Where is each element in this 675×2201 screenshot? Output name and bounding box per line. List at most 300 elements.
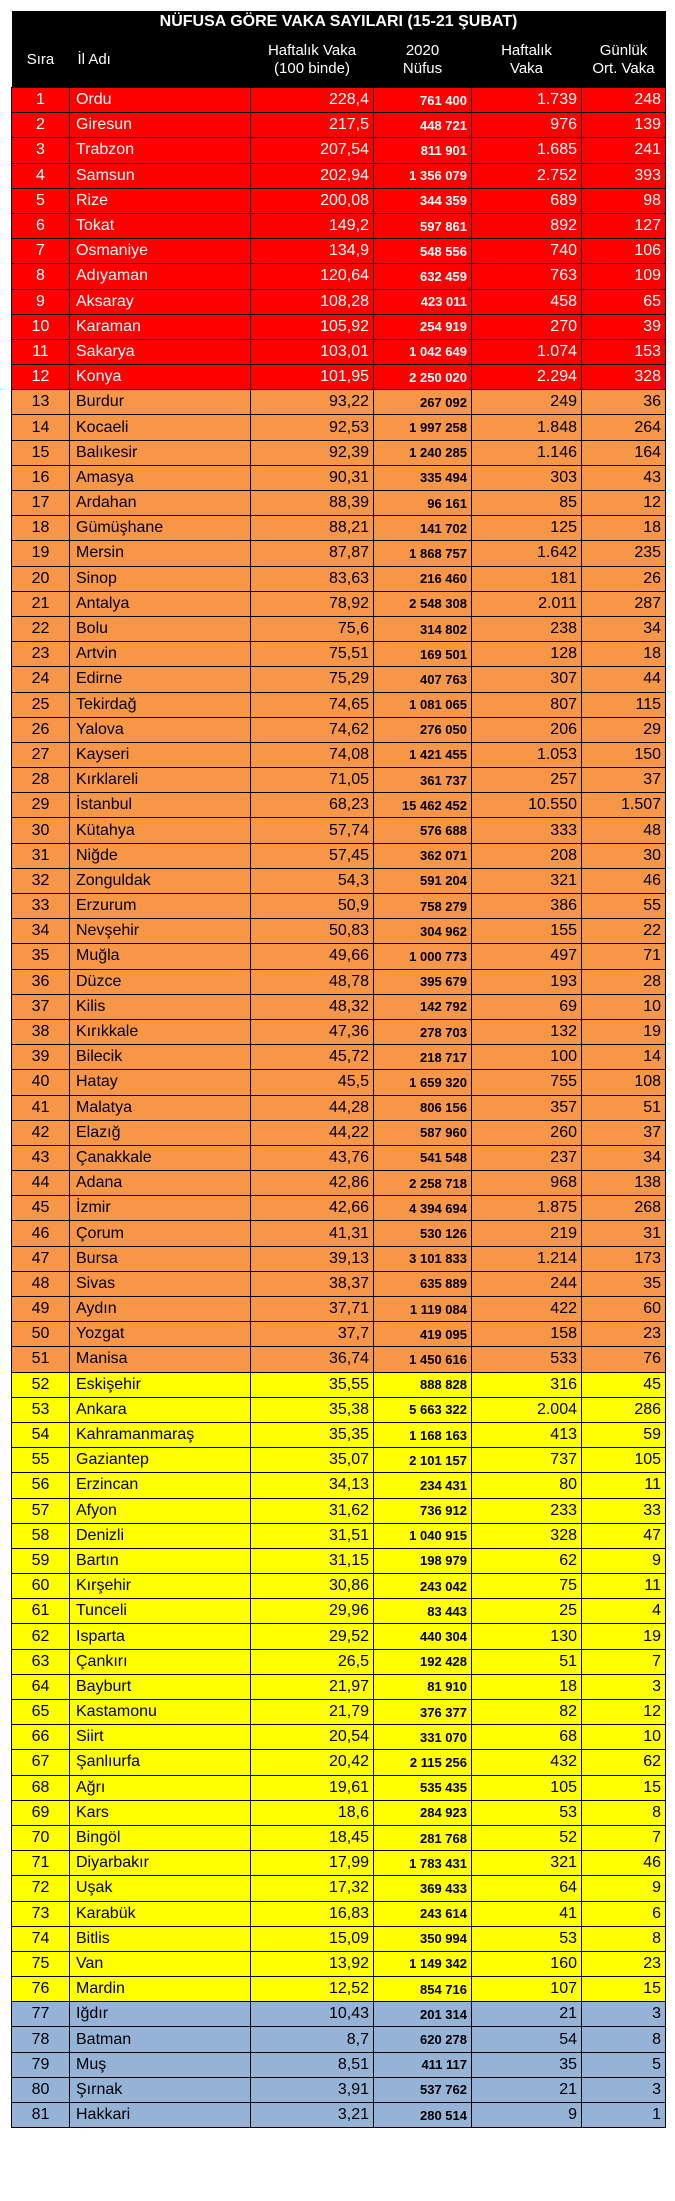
- table-row: [12, 793, 666, 818]
- table-row: [12, 1120, 666, 1145]
- table-row: [12, 894, 666, 919]
- cell-nufus: 440 304: [374, 1624, 472, 1649]
- header-gunluk-ort-vaka: [582, 33, 666, 88]
- table-row: [12, 415, 666, 440]
- cell-gunluk-ort-vaka: 12: [582, 491, 666, 516]
- cell-haftalik-vaka: 132: [472, 1019, 582, 1044]
- cell-il-adi: Diyarbakır: [70, 1851, 251, 1876]
- table-row: [12, 1372, 666, 1397]
- cell-il-adi: Aydın: [70, 1297, 251, 1322]
- cell-sira: 20: [12, 566, 70, 591]
- table-row: [12, 1800, 666, 1825]
- cell-nufus: 281 768: [374, 1825, 472, 1850]
- cell-sira: 14: [12, 415, 70, 440]
- cell-sira: 34: [12, 919, 70, 944]
- cell-gunluk-ort-vaka: 8: [582, 2027, 666, 2052]
- cell-il-adi: Çankırı: [70, 1649, 251, 1674]
- cell-haftalik-100binde: 35,35: [251, 1422, 374, 1447]
- cell-il-adi: Uşak: [70, 1876, 251, 1901]
- cell-nufus: 548 556: [374, 239, 472, 264]
- cell-il-adi: Siirt: [70, 1725, 251, 1750]
- cell-nufus: 537 762: [374, 2077, 472, 2102]
- cell-nufus: 411 117: [374, 2052, 472, 2077]
- cell-nufus: 331 070: [374, 1725, 472, 1750]
- table-row: [12, 1221, 666, 1246]
- cell-haftalik-100binde: 35,55: [251, 1372, 374, 1397]
- cell-il-adi: Kahramanmaraş: [70, 1422, 251, 1447]
- cell-gunluk-ort-vaka: 11: [582, 1574, 666, 1599]
- cell-il-adi: Van: [70, 1951, 251, 1976]
- cell-haftalik-100binde: 17,32: [251, 1876, 374, 1901]
- cell-nufus: 335 494: [374, 465, 472, 490]
- table-row: [12, 1422, 666, 1447]
- cell-gunluk-ort-vaka: 71: [582, 944, 666, 969]
- cell-nufus: 591 204: [374, 868, 472, 893]
- cell-il-adi: Ağrı: [70, 1775, 251, 1800]
- cell-haftalik-100binde: 16,83: [251, 1901, 374, 1926]
- cell-il-adi: Muğla: [70, 944, 251, 969]
- cell-haftalik-vaka: 1.848: [472, 415, 582, 440]
- cell-nufus: 350 994: [374, 1926, 472, 1951]
- cell-haftalik-100binde: 8,7: [251, 2027, 374, 2052]
- cell-sira: 58: [12, 1523, 70, 1548]
- cell-gunluk-ort-vaka: 19: [582, 1019, 666, 1044]
- cell-haftalik-100binde: 3,21: [251, 2103, 374, 2128]
- cell-haftalik-100binde: 74,62: [251, 717, 374, 742]
- table-row: [12, 1825, 666, 1850]
- cell-il-adi: Muş: [70, 2052, 251, 2077]
- cell-nufus: 254 919: [374, 314, 472, 339]
- cell-sira: 54: [12, 1422, 70, 1447]
- table-row: [12, 843, 666, 868]
- cell-gunluk-ort-vaka: 7: [582, 1825, 666, 1850]
- table-row: [12, 1624, 666, 1649]
- cell-gunluk-ort-vaka: 106: [582, 239, 666, 264]
- cell-sira: 22: [12, 616, 70, 641]
- table-row: [12, 264, 666, 289]
- cell-nufus: 2 250 020: [374, 365, 472, 390]
- cell-sira: 26: [12, 717, 70, 742]
- cell-haftalik-vaka: 1.214: [472, 1246, 582, 1271]
- table-row: [12, 289, 666, 314]
- cell-gunluk-ort-vaka: 55: [582, 894, 666, 919]
- table-row: [12, 390, 666, 415]
- cell-gunluk-ort-vaka: 1.507: [582, 793, 666, 818]
- cell-nufus: 369 433: [374, 1876, 472, 1901]
- table-row: [12, 1548, 666, 1573]
- cell-haftalik-vaka: 413: [472, 1422, 582, 1447]
- cell-haftalik-vaka: 316: [472, 1372, 582, 1397]
- cell-nufus: 1 868 757: [374, 541, 472, 566]
- table-row: [12, 239, 666, 264]
- cell-il-adi: Tunceli: [70, 1599, 251, 1624]
- table-row: [12, 742, 666, 767]
- cell-nufus: 888 828: [374, 1372, 472, 1397]
- cell-sira: 60: [12, 1574, 70, 1599]
- cell-il-adi: İstanbul: [70, 793, 251, 818]
- cell-haftalik-vaka: 80: [472, 1473, 582, 1498]
- table-row: [12, 1574, 666, 1599]
- cell-nufus: 276 050: [374, 717, 472, 742]
- cell-il-adi: Iğdır: [70, 2002, 251, 2027]
- cell-haftalik-100binde: 38,37: [251, 1271, 374, 1296]
- cell-nufus: 635 889: [374, 1271, 472, 1296]
- table-row: [12, 1019, 666, 1044]
- cell-gunluk-ort-vaka: 59: [582, 1422, 666, 1447]
- cell-il-adi: Kocaeli: [70, 415, 251, 440]
- cell-gunluk-ort-vaka: 12: [582, 1700, 666, 1725]
- cell-gunluk-ort-vaka: 127: [582, 213, 666, 238]
- cell-sira: 10: [12, 314, 70, 339]
- cell-il-adi: Şırnak: [70, 2077, 251, 2102]
- cell-haftalik-vaka: 100: [472, 1045, 582, 1070]
- cell-haftalik-100binde: 101,95: [251, 365, 374, 390]
- cell-haftalik-100binde: 44,22: [251, 1120, 374, 1145]
- cell-haftalik-100binde: 54,3: [251, 868, 374, 893]
- cell-haftalik-vaka: 737: [472, 1448, 582, 1473]
- header-sira: [12, 33, 70, 88]
- cell-il-adi: Gümüşhane: [70, 516, 251, 541]
- cell-il-adi: Hatay: [70, 1070, 251, 1095]
- cell-sira: 56: [12, 1473, 70, 1498]
- cell-haftalik-vaka: 533: [472, 1347, 582, 1372]
- table-row: [12, 314, 666, 339]
- cell-il-adi: Adana: [70, 1171, 251, 1196]
- cell-sira: 44: [12, 1171, 70, 1196]
- table-title: NÜFUSA GÖRE VAKA SAYILARI (15-21 ŞUBAT): [12, 11, 666, 33]
- cell-haftalik-vaka: 968: [472, 1171, 582, 1196]
- cell-haftalik-100binde: 36,74: [251, 1347, 374, 1372]
- cell-sira: 24: [12, 667, 70, 692]
- cell-gunluk-ort-vaka: 164: [582, 440, 666, 465]
- header-il-label: İl Adı: [77, 51, 111, 68]
- cell-gunluk-ort-vaka: 98: [582, 188, 666, 213]
- cell-haftalik-100binde: 47,36: [251, 1019, 374, 1044]
- cell-il-adi: Rize: [70, 188, 251, 213]
- cell-il-adi: Osmaniye: [70, 239, 251, 264]
- cell-haftalik-vaka: 64: [472, 1876, 582, 1901]
- cell-haftalik-100binde: 18,6: [251, 1800, 374, 1825]
- cell-il-adi: Trabzon: [70, 138, 251, 163]
- cell-haftalik-100binde: 8,51: [251, 2052, 374, 2077]
- cell-nufus: 15 462 452: [374, 793, 472, 818]
- cell-il-adi: Isparta: [70, 1624, 251, 1649]
- cell-gunluk-ort-vaka: 45: [582, 1372, 666, 1397]
- cell-sira: 31: [12, 843, 70, 868]
- cell-haftalik-100binde: 35,38: [251, 1397, 374, 1422]
- cell-haftalik-vaka: 497: [472, 944, 582, 969]
- cell-gunluk-ort-vaka: 11: [582, 1473, 666, 1498]
- cell-haftalik-100binde: 41,31: [251, 1221, 374, 1246]
- cell-gunluk-ort-vaka: 43: [582, 465, 666, 490]
- cell-gunluk-ort-vaka: 138: [582, 1171, 666, 1196]
- cell-nufus: 423 011: [374, 289, 472, 314]
- cell-il-adi: Ordu: [70, 88, 251, 113]
- cell-nufus: 2 115 256: [374, 1750, 472, 1775]
- cell-gunluk-ort-vaka: 18: [582, 642, 666, 667]
- cell-nufus: 243 614: [374, 1901, 472, 1926]
- cell-haftalik-vaka: 181: [472, 566, 582, 591]
- cell-il-adi: Çanakkale: [70, 1145, 251, 1170]
- cell-nufus: 597 861: [374, 213, 472, 238]
- table-row: [12, 818, 666, 843]
- cell-sira: 28: [12, 768, 70, 793]
- cell-haftalik-100binde: 31,62: [251, 1498, 374, 1523]
- cell-haftalik-vaka: 125: [472, 516, 582, 541]
- table-row: [12, 868, 666, 893]
- cell-nufus: 1 000 773: [374, 944, 472, 969]
- cell-il-adi: Manisa: [70, 1347, 251, 1372]
- cell-nufus: 1 421 455: [374, 742, 472, 767]
- cell-il-adi: Yozgat: [70, 1322, 251, 1347]
- cell-gunluk-ort-vaka: 393: [582, 163, 666, 188]
- cell-nufus: 4 394 694: [374, 1196, 472, 1221]
- cell-gunluk-ort-vaka: 3: [582, 2002, 666, 2027]
- table-row: [12, 1750, 666, 1775]
- cell-haftalik-vaka: 9: [472, 2103, 582, 2128]
- cell-haftalik-100binde: 87,87: [251, 541, 374, 566]
- cell-nufus: 1 040 915: [374, 1523, 472, 1548]
- cell-gunluk-ort-vaka: 287: [582, 591, 666, 616]
- cell-nufus: 1 240 285: [374, 440, 472, 465]
- cell-haftalik-100binde: 34,13: [251, 1473, 374, 1498]
- cell-sira: 79: [12, 2052, 70, 2077]
- cell-sira: 35: [12, 944, 70, 969]
- cell-sira: 42: [12, 1120, 70, 1145]
- table-row: [12, 1171, 666, 1196]
- cell-haftalik-vaka: 2.294: [472, 365, 582, 390]
- cell-nufus: 1 783 431: [374, 1851, 472, 1876]
- cell-sira: 5: [12, 188, 70, 213]
- header-vaka-line1: Haftalık: [501, 42, 552, 59]
- cell-haftalik-100binde: 134,9: [251, 239, 374, 264]
- cell-il-adi: Zonguldak: [70, 868, 251, 893]
- cell-sira: 7: [12, 239, 70, 264]
- cell-haftalik-100binde: 37,71: [251, 1297, 374, 1322]
- cell-haftalik-100binde: 92,53: [251, 415, 374, 440]
- cell-nufus: 198 979: [374, 1548, 472, 1573]
- table-row: [12, 1095, 666, 1120]
- cell-haftalik-100binde: 44,28: [251, 1095, 374, 1120]
- cell-haftalik-100binde: 45,72: [251, 1045, 374, 1070]
- table-row: [12, 465, 666, 490]
- cell-il-adi: Niğde: [70, 843, 251, 868]
- cell-nufus: 234 431: [374, 1473, 472, 1498]
- cell-gunluk-ort-vaka: 36: [582, 390, 666, 415]
- cell-sira: 19: [12, 541, 70, 566]
- cell-gunluk-ort-vaka: 241: [582, 138, 666, 163]
- cell-gunluk-ort-vaka: 22: [582, 919, 666, 944]
- cell-haftalik-vaka: 807: [472, 692, 582, 717]
- cell-gunluk-ort-vaka: 153: [582, 339, 666, 364]
- cell-gunluk-ort-vaka: 150: [582, 742, 666, 767]
- cell-sira: 57: [12, 1498, 70, 1523]
- cell-gunluk-ort-vaka: 18: [582, 516, 666, 541]
- cell-nufus: 448 721: [374, 113, 472, 138]
- cell-haftalik-vaka: 976: [472, 113, 582, 138]
- cell-haftalik-100binde: 83,63: [251, 566, 374, 591]
- cell-sira: 29: [12, 793, 70, 818]
- cell-gunluk-ort-vaka: 60: [582, 1297, 666, 1322]
- cell-gunluk-ort-vaka: 35: [582, 1271, 666, 1296]
- cell-sira: 33: [12, 894, 70, 919]
- table-row: [12, 642, 666, 667]
- cell-haftalik-vaka: 307: [472, 667, 582, 692]
- cell-gunluk-ort-vaka: 23: [582, 1322, 666, 1347]
- cell-haftalik-vaka: 68: [472, 1725, 582, 1750]
- cell-gunluk-ort-vaka: 115: [582, 692, 666, 717]
- cell-nufus: 216 460: [374, 566, 472, 591]
- cell-il-adi: Ankara: [70, 1397, 251, 1422]
- cell-nufus: 278 703: [374, 1019, 472, 1044]
- table-row: [12, 113, 666, 138]
- cell-haftalik-vaka: 107: [472, 1977, 582, 2002]
- cell-gunluk-ort-vaka: 6: [582, 1901, 666, 1926]
- cell-il-adi: Burdur: [70, 390, 251, 415]
- table-row: [12, 1926, 666, 1951]
- case-table: [11, 11, 666, 2128]
- cell-nufus: 1 450 616: [374, 1347, 472, 1372]
- table-row: [12, 717, 666, 742]
- cell-sira: 48: [12, 1271, 70, 1296]
- cell-haftalik-100binde: 75,51: [251, 642, 374, 667]
- table-row: [12, 1271, 666, 1296]
- cell-sira: 72: [12, 1876, 70, 1901]
- table-row: [12, 2027, 666, 2052]
- cell-haftalik-100binde: 13,92: [251, 1951, 374, 1976]
- cell-sira: 11: [12, 339, 70, 364]
- cell-haftalik-100binde: 10,43: [251, 2002, 374, 2027]
- cell-il-adi: Düzce: [70, 969, 251, 994]
- header-nufus: [374, 33, 472, 88]
- cell-haftalik-vaka: 158: [472, 1322, 582, 1347]
- cell-gunluk-ort-vaka: 328: [582, 365, 666, 390]
- header-haftalik-line1: Haftalık Vaka: [267, 42, 357, 59]
- cell-haftalik-100binde: 21,79: [251, 1700, 374, 1725]
- header-haftalik-vaka: [472, 33, 582, 88]
- cell-haftalik-100binde: 31,15: [251, 1548, 374, 1573]
- cell-gunluk-ort-vaka: 37: [582, 1120, 666, 1145]
- cell-nufus: 142 792: [374, 994, 472, 1019]
- table-header: [12, 11, 666, 88]
- cell-nufus: 81 910: [374, 1674, 472, 1699]
- cell-nufus: 854 716: [374, 1977, 472, 2002]
- cell-haftalik-vaka: 155: [472, 919, 582, 944]
- cell-gunluk-ort-vaka: 39: [582, 314, 666, 339]
- cell-haftalik-vaka: 1.146: [472, 440, 582, 465]
- cell-sira: 51: [12, 1347, 70, 1372]
- cell-gunluk-ort-vaka: 34: [582, 616, 666, 641]
- cell-haftalik-100binde: 50,9: [251, 894, 374, 919]
- cell-haftalik-100binde: 21,97: [251, 1674, 374, 1699]
- cell-gunluk-ort-vaka: 30: [582, 843, 666, 868]
- cell-gunluk-ort-vaka: 15: [582, 1775, 666, 1800]
- cell-il-adi: Kırklareli: [70, 768, 251, 793]
- cell-nufus: 758 279: [374, 894, 472, 919]
- cell-nufus: 1 042 649: [374, 339, 472, 364]
- cell-nufus: 419 095: [374, 1322, 472, 1347]
- cell-haftalik-100binde: 29,52: [251, 1624, 374, 1649]
- cell-il-adi: Bursa: [70, 1246, 251, 1271]
- cell-il-adi: Adıyaman: [70, 264, 251, 289]
- cell-gunluk-ort-vaka: 10: [582, 994, 666, 1019]
- table-row: [12, 365, 666, 390]
- cell-haftalik-100binde: 93,22: [251, 390, 374, 415]
- cell-gunluk-ort-vaka: 65: [582, 289, 666, 314]
- table-row: [12, 969, 666, 994]
- cell-nufus: 201 314: [374, 2002, 472, 2027]
- cell-gunluk-ort-vaka: 34: [582, 1145, 666, 1170]
- cell-il-adi: Kırıkkale: [70, 1019, 251, 1044]
- header-nufus-line1: 2020: [405, 42, 440, 59]
- cell-haftalik-vaka: 249: [472, 390, 582, 415]
- cell-nufus: 620 278: [374, 2027, 472, 2052]
- cell-nufus: 535 435: [374, 1775, 472, 1800]
- cell-sira: 52: [12, 1372, 70, 1397]
- header-il-adi: [70, 33, 251, 88]
- table-row: [12, 1246, 666, 1271]
- cell-il-adi: Aksaray: [70, 289, 251, 314]
- header-sira-label: Sıra: [26, 51, 55, 68]
- cell-gunluk-ort-vaka: 46: [582, 1851, 666, 1876]
- cell-haftalik-100binde: 71,05: [251, 768, 374, 793]
- cell-sira: 12: [12, 365, 70, 390]
- cell-sira: 55: [12, 1448, 70, 1473]
- cell-il-adi: Karabük: [70, 1901, 251, 1926]
- cell-gunluk-ort-vaka: 46: [582, 868, 666, 893]
- cell-il-adi: Erzurum: [70, 894, 251, 919]
- cell-haftalik-100binde: 20,54: [251, 1725, 374, 1750]
- cell-gunluk-ort-vaka: 31: [582, 1221, 666, 1246]
- table-body: [12, 88, 666, 2128]
- cell-haftalik-100binde: 75,6: [251, 616, 374, 641]
- cell-haftalik-100binde: 35,07: [251, 1448, 374, 1473]
- cell-nufus: 83 443: [374, 1599, 472, 1624]
- cell-haftalik-vaka: 75: [472, 1574, 582, 1599]
- cell-gunluk-ort-vaka: 8: [582, 1926, 666, 1951]
- table-row: [12, 616, 666, 641]
- table-row: [12, 541, 666, 566]
- cell-nufus: 218 717: [374, 1045, 472, 1070]
- cell-haftalik-100binde: 217,5: [251, 113, 374, 138]
- table-row: [12, 1498, 666, 1523]
- cell-gunluk-ort-vaka: 268: [582, 1196, 666, 1221]
- cell-sira: 66: [12, 1725, 70, 1750]
- cell-il-adi: Kilis: [70, 994, 251, 1019]
- cell-gunluk-ort-vaka: 109: [582, 264, 666, 289]
- cell-haftalik-vaka: 69: [472, 994, 582, 1019]
- cell-sira: 53: [12, 1397, 70, 1422]
- cell-haftalik-100binde: 92,39: [251, 440, 374, 465]
- cell-sira: 27: [12, 742, 70, 767]
- table-row: [12, 566, 666, 591]
- cell-haftalik-vaka: 105: [472, 1775, 582, 1800]
- cell-il-adi: Edirne: [70, 667, 251, 692]
- table-row: [12, 1322, 666, 1347]
- cell-sira: 65: [12, 1700, 70, 1725]
- table-row: [12, 1473, 666, 1498]
- cell-haftalik-vaka: 1.074: [472, 339, 582, 364]
- cell-haftalik-100binde: 48,78: [251, 969, 374, 994]
- cell-gunluk-ort-vaka: 3: [582, 1674, 666, 1699]
- cell-haftalik-vaka: 257: [472, 768, 582, 793]
- cell-haftalik-vaka: 321: [472, 1851, 582, 1876]
- table-row: [12, 1649, 666, 1674]
- cell-gunluk-ort-vaka: 8: [582, 1800, 666, 1825]
- cell-nufus: 169 501: [374, 642, 472, 667]
- table-row: [12, 163, 666, 188]
- table-row: [12, 1397, 666, 1422]
